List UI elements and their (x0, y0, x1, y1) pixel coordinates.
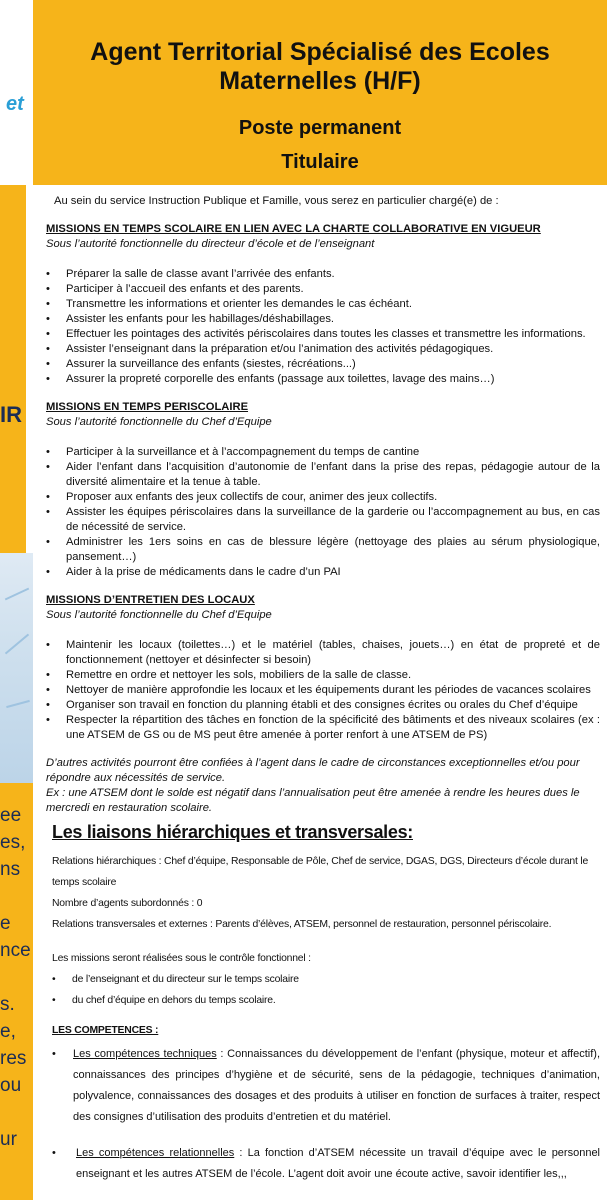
section-title: MISSIONS EN TEMPS PERISCOLAIRE (46, 401, 249, 413)
section-subtitle: Sous l’autorité fonctionnelle du Chef d’Equipe (46, 416, 272, 428)
list-item: • Assister l’enseignant dans la préparation et/ou l’animation des activités pédagogiques. (46, 342, 600, 357)
page-title-line2: Maternelles (H/F) (219, 67, 421, 95)
relations-hierarchiques: Relations hiérarchiques : Chef d’équipe, Responsable de Pôle, Chef de service, DGAS, DGS, Directeurs d’école durant le temps scolaire (52, 856, 589, 888)
list-item: • Aider à la prise de médicaments dans le cadre d’un PAI (46, 565, 600, 580)
list-item: • de l’enseignant et du directeur sur le temps scolaire (52, 969, 600, 990)
section-subtitle: Sous l’autorité fonctionnelle du directeur d’école et de l’enseignant (46, 238, 375, 250)
sidebar-map-image (0, 553, 33, 783)
intro-text: Au sein du service Instruction Publique et Famille, vous serez en particulier chargé(e) de : (54, 195, 499, 207)
header-banner (33, 0, 607, 185)
controle-fonctionnel: Les missions seront réalisées sous le contrôle fonctionnel : (52, 953, 311, 964)
sidebar-yellow-band (0, 185, 26, 553)
list-item: • Respecter la répartition des tâches en fonction de la spécificité des bâtiments et des niveaux scolaires (ex : une ATSEM de GS ou de MS peut être amenée à porter renfort à une ATSEM de PS) (46, 713, 600, 743)
sidebar-fragment-line: es, (0, 832, 26, 853)
list-item: • Assurer la propreté corporelle des enfants (passage aux toilettes, lavage des mains…) (46, 372, 600, 387)
list-item: • Participer à l’accueil des enfants et des parents. (46, 282, 600, 297)
sidebar-fragment-line: res (0, 1048, 27, 1069)
competences-techniques-label: Les compétences techniques (73, 1048, 217, 1060)
note-exemple: Ex : une ATSEM dont le solde est négatif dans l’annualisation peut être amenée à rendre les heures dues le mercredi en restauration scolaire. (46, 787, 580, 814)
section-title: MISSIONS EN TEMPS SCOLAIRE EN LIEN AVEC LA CHARTE COLLABORATIVE EN VIGUEUR (46, 223, 541, 235)
left-sidebar (0, 0, 33, 1200)
sidebar-fragment-line: ee (0, 805, 22, 826)
sidebar-fragment-logo: et (6, 93, 24, 115)
liaisons-heading: Les liaisons hiérarchiques et transversales: (52, 822, 413, 842)
page-title-line1: Agent Territorial Spécialisé des Ecoles (90, 38, 550, 66)
list-item: • Proposer aux enfants des jeux collectifs de cour, animer des jeux collectifs. (46, 490, 600, 505)
controle-list (52, 969, 600, 1011)
competences-relationnelles (52, 1143, 600, 1185)
bullet-list (46, 445, 600, 580)
sidebar-fragment-line: nce (0, 940, 31, 961)
competences-techniques (52, 1044, 600, 1128)
competences-relationnelles-label: Les compétences relationnelles (76, 1147, 235, 1159)
competences-relationnelles-text: : La fonction d’ATSEM nécessite un travail d’équipe avec le personnel enseignant et les autres ATSEM de l’école. L’agent doit avoir une écoute active, savoir identifier les,,, (76, 1147, 601, 1180)
list-item: • Nettoyer de manière approfondie les locaux et les équipements durant les périodes de vacances scolaires (46, 683, 600, 698)
sidebar-fragment-line: e, (0, 1021, 16, 1042)
list-item: • Assurer la surveillance des enfants (siestes, récréations...) (46, 357, 600, 372)
list-item: • Maintenir les locaux (toilettes…) et le matériel (tables, chaises, jouets…) en état de propreté et de fonctionnement (nettoyer et désinfecter si besoin) (46, 638, 600, 668)
list-item: • Effectuer les pointages des activités périscolaires dans toutes les classes et transmettre les informations. (46, 327, 600, 342)
list-item: • Assister les équipes périscolaires dans la surveillance de la garderie ou l’accompagnement au bus, en cas de nécessité de service. (46, 505, 600, 535)
sidebar-fragment-line: ur (0, 1129, 17, 1150)
sidebar-fragment-heading: IR (0, 402, 22, 427)
list-item: • Préparer la salle de classe avant l’arrivée des enfants. (46, 267, 600, 282)
list-item: • Remettre en ordre et nettoyer les sols, mobiliers de la salle de classe. (46, 668, 600, 683)
subtitle-statut: Titulaire (281, 151, 359, 173)
page-title (33, 38, 607, 96)
bullet-list (46, 267, 600, 387)
subtitle-poste: Poste permanent (238, 117, 402, 139)
sidebar-fragment-line: ou (0, 1075, 22, 1096)
section-title: MISSIONS D’ENTRETIEN DES LOCAUX (46, 594, 255, 606)
liaisons-section (52, 822, 600, 1185)
missions-content (46, 194, 600, 816)
list-item: • Aider l’enfant dans l’acquisition d’autonomie de l’enfant dans la prise des repas, pédagogie autour de la diversité alimentaire et la tenue à table. (46, 460, 600, 490)
competences-techniques-text: : Connaissances du développement de l’enfant (physique, moteur et affectif), connaissances des principes d’hygiène et de sécurité, sens de la pédagogie, techniques d’animation, polyvalence, connaissances des dosages et des produits à utiliser en fonction de surfaces à traiter, respect des consignes d’utilisation des produits d’entretien et du matériel. (73, 1048, 600, 1123)
sidebar-fragment-line: e (0, 913, 11, 934)
competences-title: LES COMPETENCES : (52, 1025, 159, 1036)
sidebar-fragment-line: ns (0, 859, 21, 880)
section-entretien-locaux (46, 593, 600, 743)
bullet-list (46, 638, 600, 743)
list-item: • Administrer les 1ers soins en cas de blessure légère (nettoyage des plaies au sérum physiologique, pansement…) (46, 535, 600, 565)
section-temps-scolaire (46, 222, 600, 387)
list-item: • Organiser son travail en fonction du planning établi et des consignes écrites ou orales du Chef d’équipe (46, 698, 600, 713)
agents-subordonnes: Nombre d’agents subordonnés : 0 (52, 898, 203, 909)
list-item: • Participer à la surveillance et à l’accompagnement du temps de cantine (46, 445, 600, 460)
list-item: • du chef d’équipe en dehors du temps scolaire. (52, 990, 600, 1011)
note-activites: D’autres activités pourront être confiées à l’agent dans le cadre de circonstances exceptionnelles et/ou pour répondre aux nécessités de service. (46, 757, 580, 784)
section-subtitle: Sous l’autorité fonctionnelle du Chef d’Equipe (46, 609, 272, 621)
list-item: • Assister les enfants pour les habillages/déshabillages. (46, 312, 600, 327)
list-item: • Transmettre les informations et orienter les demandes le cas échéant. (46, 297, 600, 312)
section-temps-periscolaire (46, 400, 600, 580)
relations-transversales: Relations transversales et externes : Parents d’élèves, ATSEM, personnel de restauration, personnel périscolaire. (52, 919, 552, 930)
sidebar-fragment-line: s. (0, 994, 15, 1015)
